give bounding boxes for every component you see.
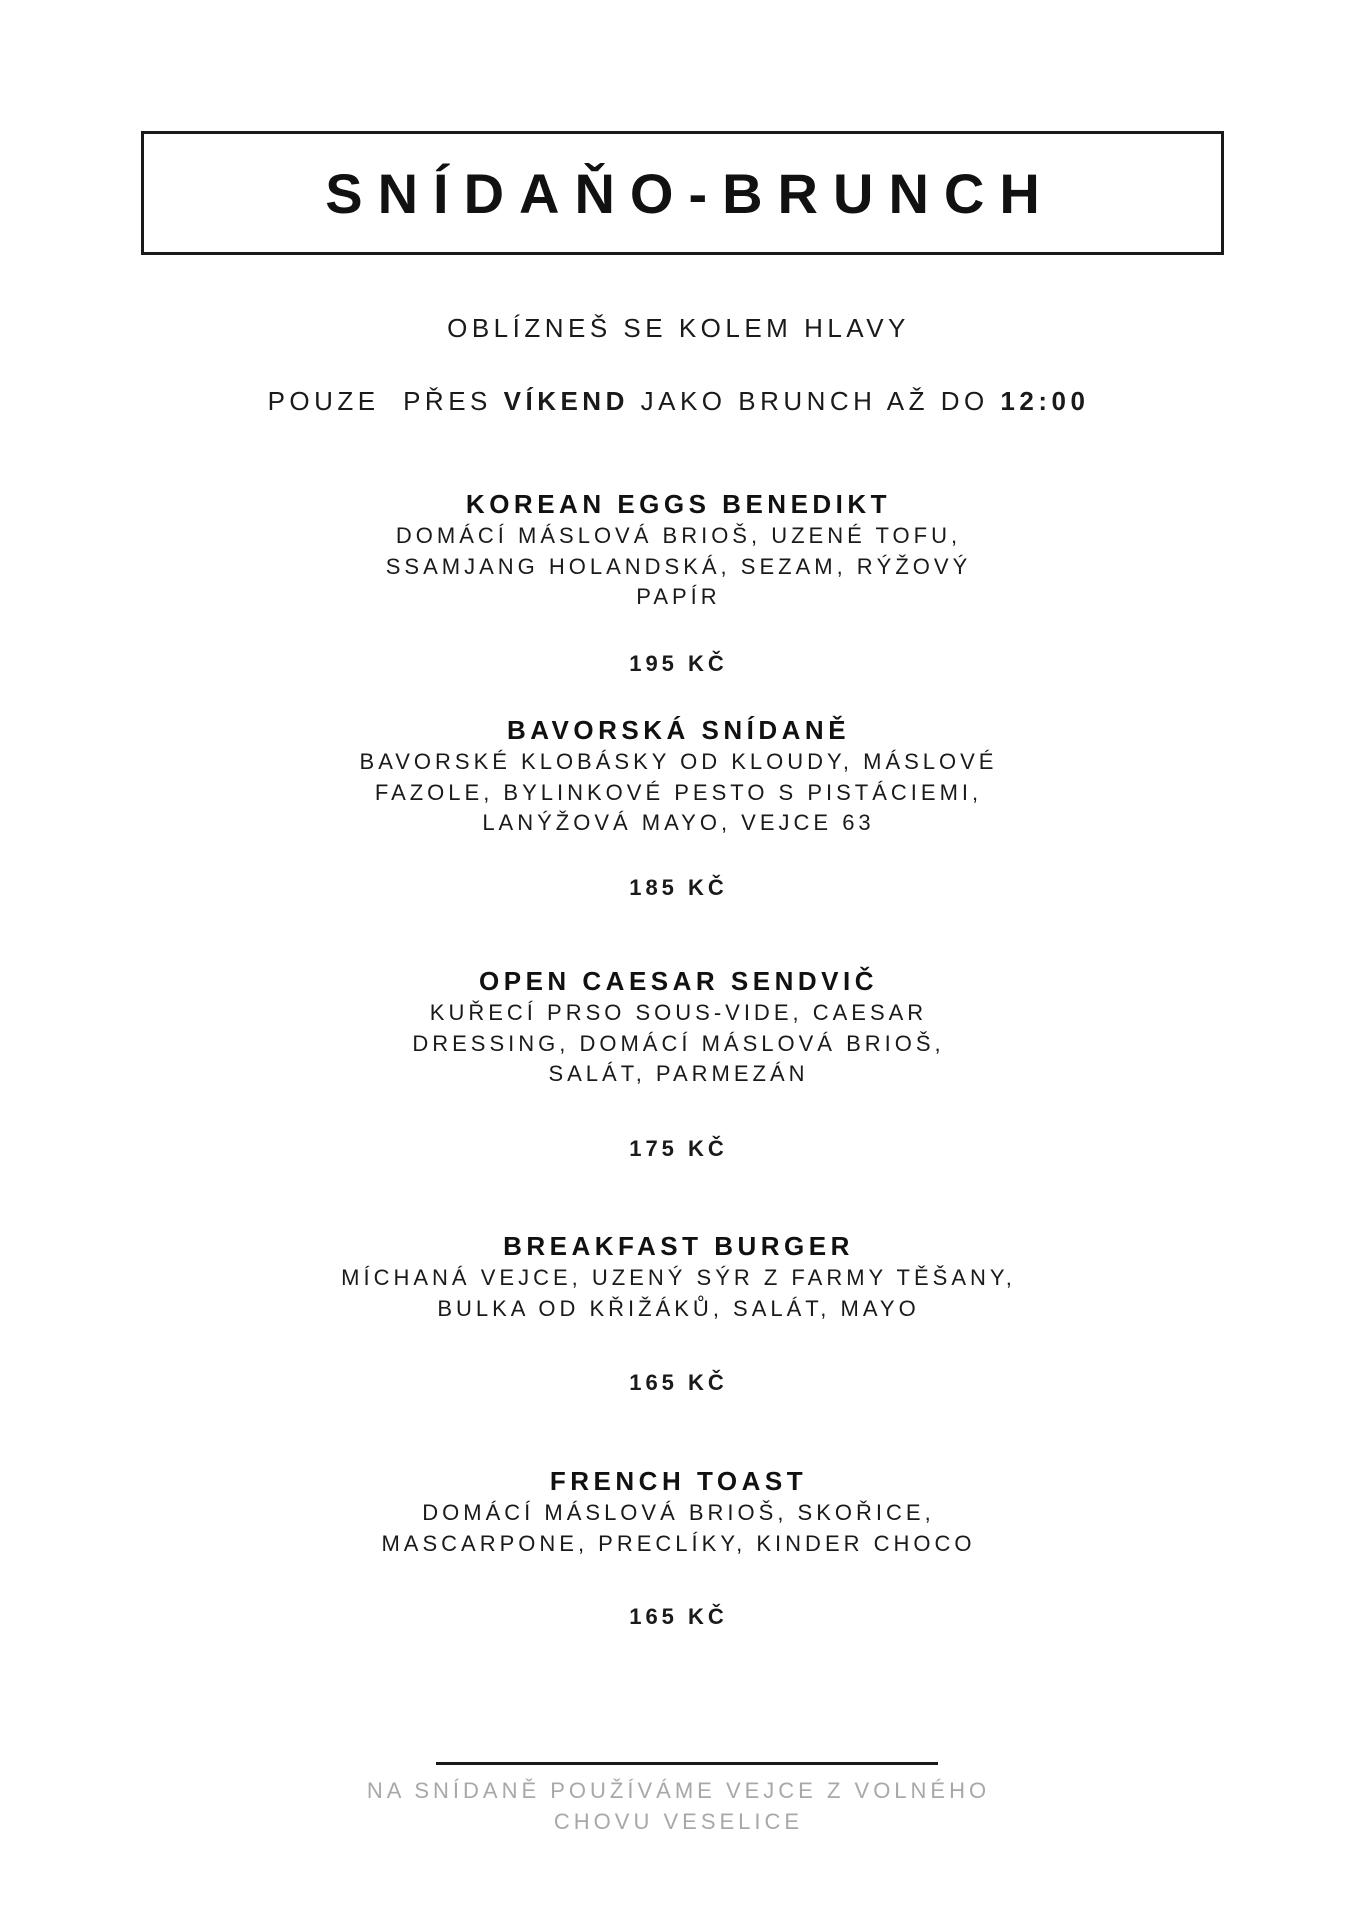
weekend-highlight: VÍKEND	[503, 386, 629, 416]
menu-item-name: BAVORSKÁ SNÍDANĚ	[506, 715, 851, 745]
weekend-text-2: JAKO BRUNCH AŽ DO	[628, 386, 1001, 416]
footer-line: NA SNÍDANĚ POUŽÍVÁME VEJCE Z VOLNÉHO	[366, 1778, 991, 1803]
description-line: LANÝŽOVÁ MAYO, VEJCE 63	[482, 810, 875, 835]
footer-note	[0, 1776, 1357, 1837]
menu-item-description	[0, 998, 1357, 1090]
footer-divider	[436, 1762, 938, 1765]
description-line: PAPÍR	[636, 584, 721, 609]
title-box	[141, 131, 1224, 255]
description-line: MASCARPONE, PRECLÍKY, KINDER CHOCO	[381, 1530, 976, 1556]
description-line: FAZOLE, BYLINKOVÉ PESTO S PISTÁCIEMI,	[374, 779, 983, 805]
menu-item-description	[0, 1263, 1357, 1324]
footer-line: CHOVU VESELICE	[553, 1808, 804, 1834]
menu-item-description	[0, 1498, 1357, 1559]
page-title: SNÍDAŇO-BRUNCH	[325, 161, 1055, 225]
menu-item-price: 165 KČ	[629, 1604, 728, 1629]
menu-item-description	[0, 747, 1357, 839]
description-line: MÍCHANÁ VEJCE, UZENÝ SÝR Z FARMY TĚŠANY,	[341, 1265, 1016, 1290]
weekend-time: 12:00	[1000, 386, 1090, 416]
weekend-note	[0, 384, 1357, 418]
description-line: BULKA OD KŘIŽÁKŮ, SALÁT, MAYO	[437, 1295, 920, 1321]
description-line: DOMÁCÍ MÁSLOVÁ BRIOŠ, SKOŘICE,	[422, 1500, 935, 1525]
menu-item-price: 185 KČ	[629, 875, 728, 900]
menu-item-name: BREAKFAST BURGER	[503, 1231, 854, 1261]
description-line: BAVORSKÉ KLOBÁSKY OD KLOUDY, MÁSLOVÉ	[359, 749, 998, 774]
menu-item-french-toast	[0, 1464, 1357, 1559]
menu-item-price: 175 KČ	[629, 1136, 728, 1161]
weekend-text-1: POUZE PŘES	[267, 386, 504, 416]
description-line: SSAMJANG HOLANDSKÁ, SEZAM, RÝŽOVÝ	[385, 553, 972, 579]
menu-item-description	[0, 521, 1357, 613]
description-line: DRESSING, DOMÁCÍ MÁSLOVÁ BRIOŠ,	[412, 1030, 945, 1056]
menu-item-price: 165 KČ	[629, 1370, 728, 1395]
menu-item-bavorska-snidane	[0, 713, 1357, 839]
description-line: KUŘECÍ PRSO SOUS-VIDE, CAESAR	[429, 1000, 928, 1025]
menu-item-open-caesar-sendvic	[0, 964, 1357, 1090]
tagline: OBLÍZNEŠ SE KOLEM HLAVY	[447, 313, 910, 343]
description-line: DOMÁCÍ MÁSLOVÁ BRIOŠ, UZENÉ TOFU,	[395, 523, 962, 548]
menu-item-name: KOREAN EGGS BENEDIKT	[465, 489, 892, 519]
menu-item-price: 195 KČ	[629, 651, 728, 676]
menu-item-breakfast-burger	[0, 1229, 1357, 1324]
menu-item-name: FRENCH TOAST	[549, 1466, 808, 1496]
description-line: SALÁT, PARMEZÁN	[548, 1061, 809, 1086]
menu-item-korean-eggs-benedikt	[0, 487, 1357, 613]
menu-item-name: OPEN CAESAR SENDVIČ	[479, 966, 878, 996]
